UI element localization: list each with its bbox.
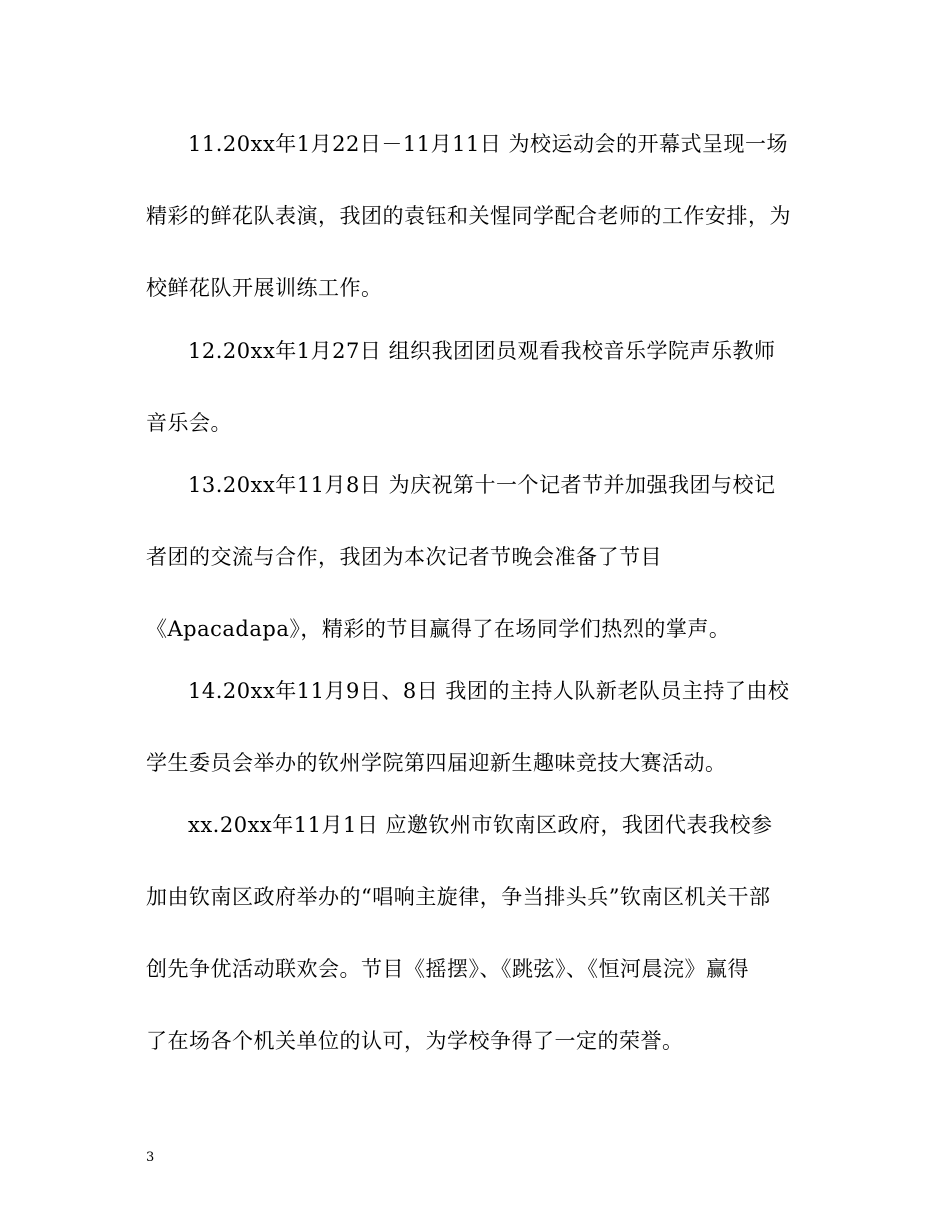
item-12-line-1: 12.20xx年1月27日 组织我团团员观看我校音乐学院声乐教师 xyxy=(188,339,776,363)
item-14-line-1: 14.20xx年11月9日、8日 我团的主持人队新老队员主持了由校 xyxy=(188,679,790,703)
item-xx-line-3: 创先争优活动联欢会。节目《摇摆》、《跳弦》、《恒河晨浣》赢得 xyxy=(146,957,749,981)
page-number: 3 xyxy=(146,1150,155,1165)
item-14-line-2: 学生委员会举办的钦州学院第四届迎新生趣味竞技大赛活动。 xyxy=(146,751,727,775)
item-xx-line-1: xx.20xx年11月1日 应邀钦州市钦南区政府，我团代表我校参 xyxy=(188,813,773,837)
item-xx-line-2: 加由钦南区政府举办的“唱响主旋律，争当排头兵”钦南区机关干部 xyxy=(146,885,771,909)
item-13-line-2: 者团的交流与合作，我团为本次记者节晚会准备了节目 xyxy=(146,545,662,569)
item-13-line-3: 《Apacadapa》，精彩的节目赢得了在场同学们热烈的掌声。 xyxy=(146,617,731,641)
item-11-line-1: 11.20xx年1月22日－11月11日 为校运动会的开幕式呈现一场 xyxy=(188,132,789,156)
item-13-line-1: 13.20xx年11月8日 为庆祝第十一个记者节并加强我团与校记 xyxy=(188,473,776,497)
item-12-line-2: 音乐会。 xyxy=(146,411,232,435)
item-11-line-3: 校鲜花队开展训练工作。 xyxy=(146,276,383,300)
item-11-line-2: 精彩的鲜花队表演，我团的袁钰和关惺同学配合老师的工作安排，为 xyxy=(146,204,791,228)
item-xx-line-4: 了在场各个机关单位的认可，为学校争得了一定的荣誉。 xyxy=(146,1029,684,1053)
